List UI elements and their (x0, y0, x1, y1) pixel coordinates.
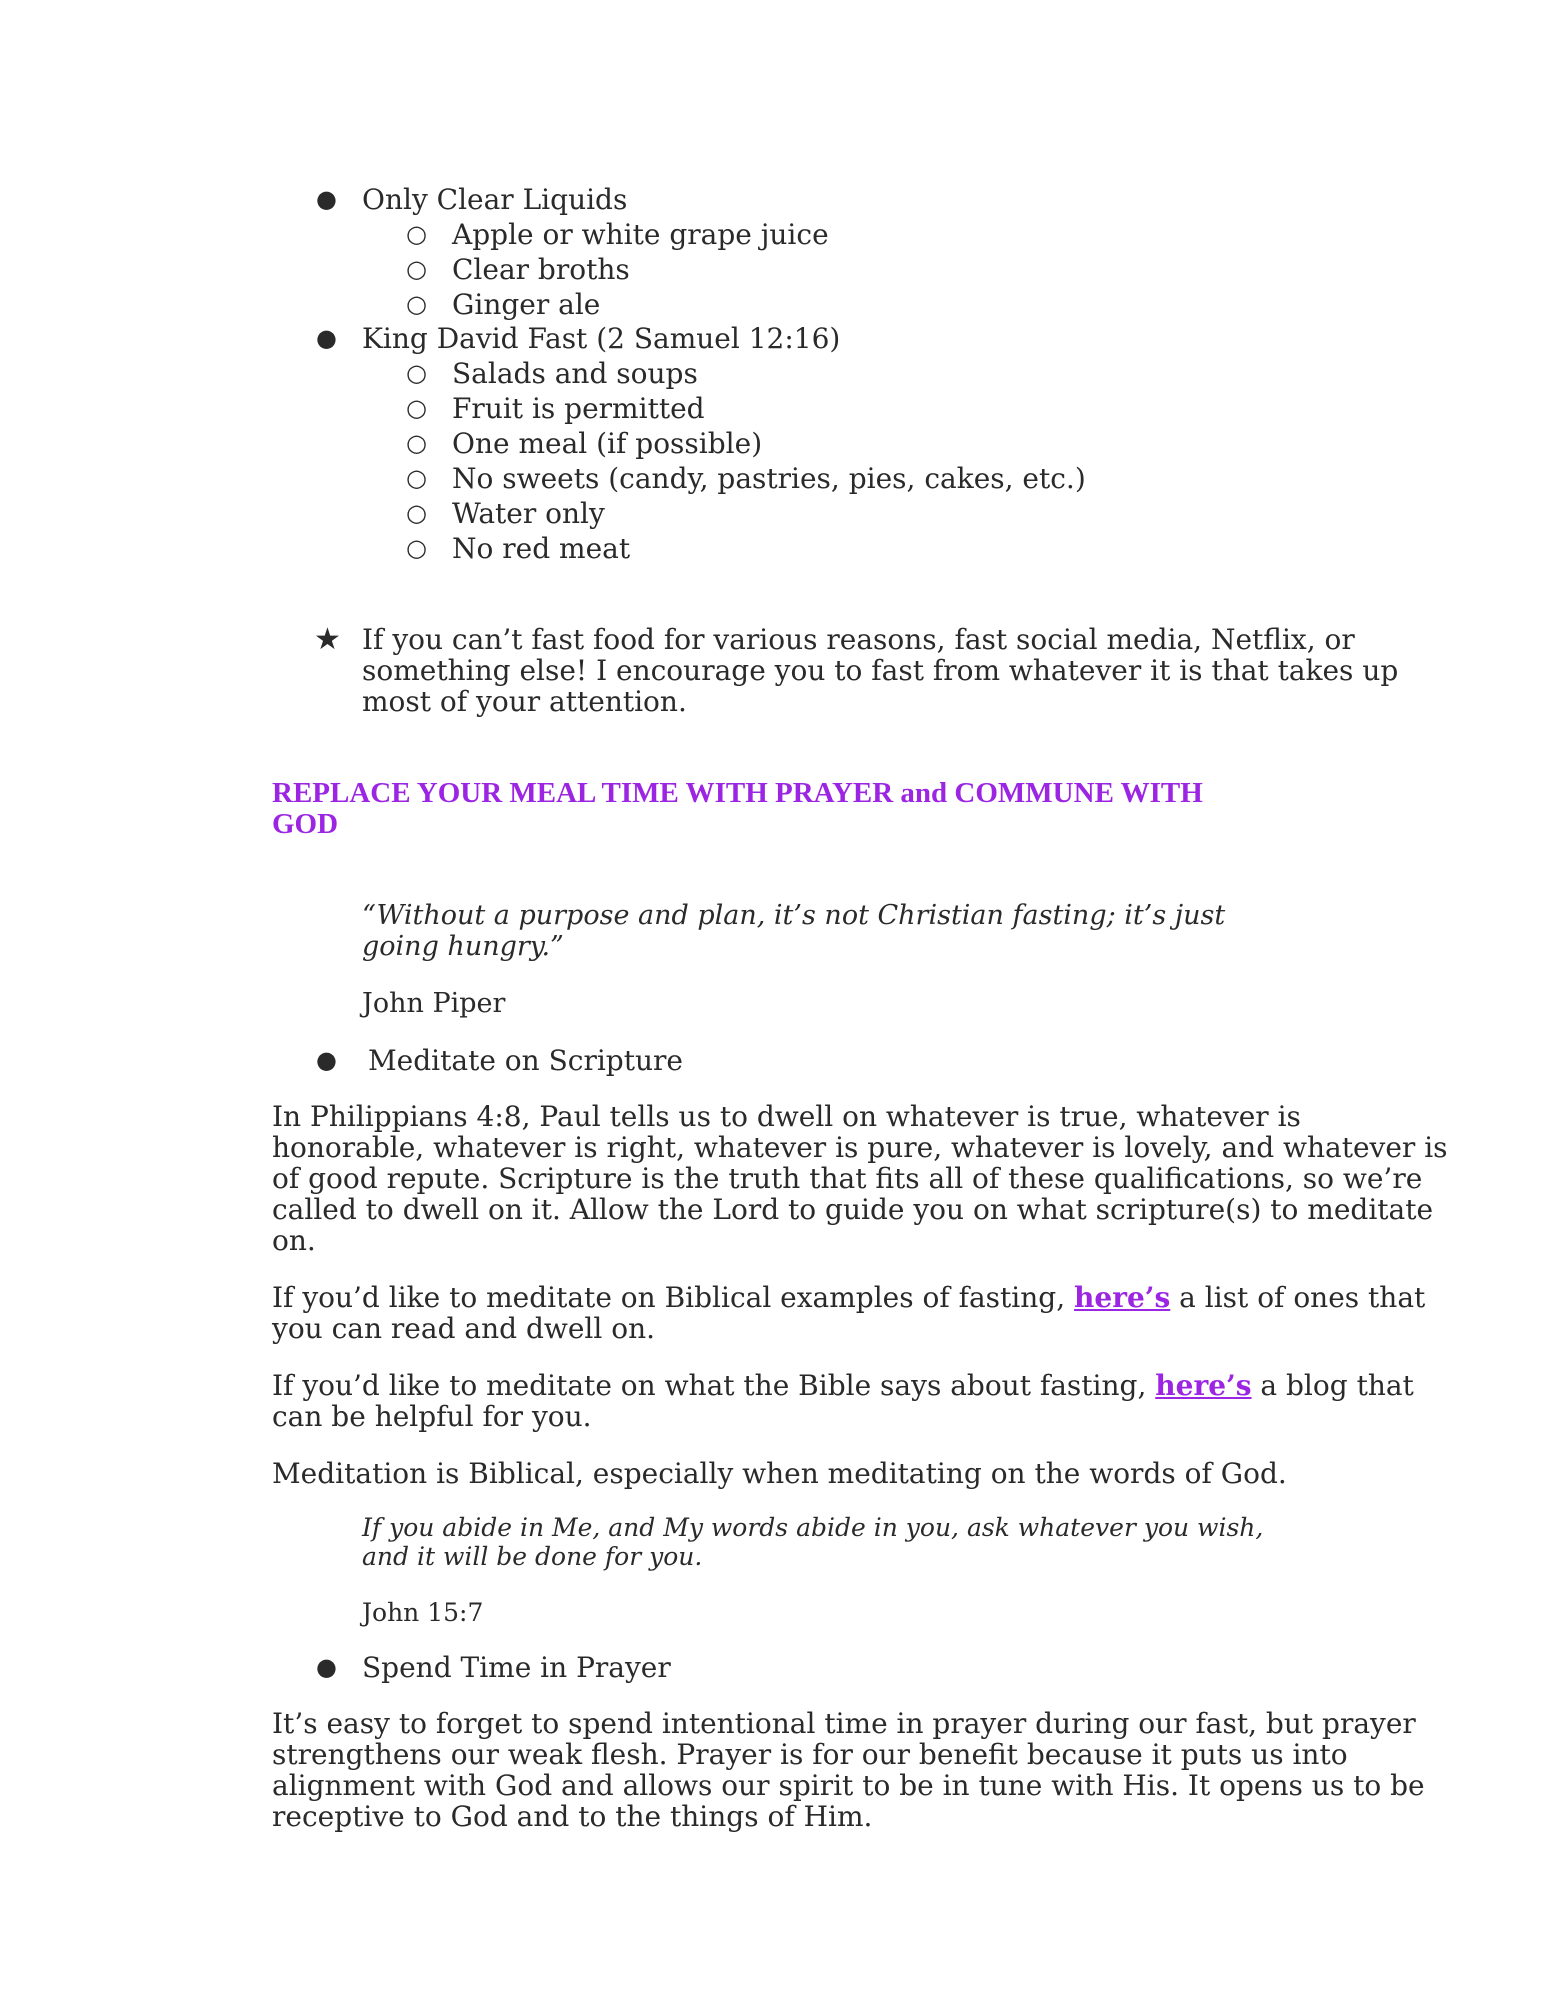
sub-list-item: Fruit is permitted (452, 392, 705, 425)
paragraph-line: If you’d like to meditate on what the Bible says about fasting, here’s a blog that (272, 1369, 1414, 1402)
quote-author: John Piper (362, 988, 506, 1019)
paragraph-line: strengthens our weak flesh. Prayer is for our benefit because it puts us into (272, 1738, 1348, 1771)
section-heading-continued: GOD (272, 808, 339, 840)
star-note-line: If you can’t fast food for various reasons, fast social media, Netflix, or (362, 623, 1355, 656)
paragraph-line: receptive to God and to the things of Him. (272, 1800, 873, 1833)
sub-bullet-icon: ○ (406, 394, 427, 422)
sub-list-item: Salads and soups (452, 357, 698, 390)
sub-list-item: No red meat (452, 532, 631, 565)
fasting-blog-link[interactable]: here’s (1155, 1369, 1252, 1402)
sub-bullet-icon: ○ (406, 359, 427, 387)
quote-line: “Without a purpose and plan, it’s not Christian fasting; it’s just (362, 900, 1226, 931)
scripture-reference: John 15:7 (362, 1598, 484, 1627)
paragraph-line: you can read and dwell on. (272, 1312, 656, 1345)
sub-bullet-icon: ○ (406, 290, 427, 318)
paragraph-line: alignment with God and allows our spirit to be in tune with His. It opens us to be (272, 1769, 1425, 1802)
bullet-icon: ● (316, 185, 337, 213)
list-item-clear-liquids: Only Clear Liquids (362, 183, 628, 216)
paragraph-line: In Philippians 4:8, Paul tells us to dwell on whatever is true, whatever is (272, 1100, 1301, 1133)
paragraph-line: Meditation is Biblical, especially when meditating on the words of God. (272, 1457, 1287, 1490)
sub-bullet-icon: ○ (406, 255, 427, 283)
sub-list-item: Ginger ale (452, 288, 601, 321)
bullet-icon: ● (316, 324, 337, 352)
scripture-quote-line: If you abide in Me, and My words abide in you, ask whatever you wish, (362, 1513, 1264, 1542)
scripture-quote-line: and it will be done for you. (362, 1542, 703, 1571)
sub-list-item: One meal (if possible) (452, 427, 763, 460)
star-icon: ★ (314, 622, 341, 657)
bullet-icon: ● (316, 1046, 337, 1074)
sub-bullet-icon: ○ (406, 464, 427, 492)
sub-list-item: Clear broths (452, 253, 630, 286)
star-note-line: most of your attention. (362, 685, 687, 718)
sub-bullet-icon: ○ (406, 429, 427, 457)
sub-bullet-icon: ○ (406, 499, 427, 527)
section-title-meditate: Meditate on Scripture (368, 1044, 683, 1077)
bullet-icon: ● (316, 1653, 337, 1681)
star-note-line: something else! I encourage you to fast from whatever it is that takes up (362, 654, 1399, 687)
paragraph-line: can be helpful for you. (272, 1400, 592, 1433)
paragraph-line: of good repute. Scripture is the truth that fits all of these qualifications, so we’re (272, 1162, 1423, 1195)
sub-list-item: Apple or white grape juice (452, 218, 829, 251)
paragraph-line: It’s easy to forget to spend intentional time in prayer during our fast, but prayer (272, 1707, 1416, 1740)
sub-bullet-icon: ○ (406, 534, 427, 562)
paragraph-line: If you’d like to meditate on Biblical examples of fasting, here’s a list of ones that (272, 1281, 1426, 1314)
paragraph-line: called to dwell on it. Allow the Lord to guide you on what scripture(s) to meditate (272, 1193, 1434, 1226)
section-heading: REPLACE YOUR MEAL TIME WITH PRAYER and COMMUNE WITH (272, 777, 1203, 809)
list-item-king-david-fast: King David Fast (2 Samuel 12:16) (362, 322, 841, 355)
sub-list-item: No sweets (candy, pastries, pies, cakes, etc.) (452, 462, 1086, 495)
paragraph-line: on. (272, 1224, 316, 1257)
quote-line: going hungry.” (362, 931, 564, 962)
sub-list-item: Water only (452, 497, 605, 530)
section-title-prayer: Spend Time in Prayer (362, 1651, 671, 1684)
biblical-examples-link[interactable]: here’s (1074, 1281, 1171, 1314)
paragraph-line: honorable, whatever is right, whatever is pure, whatever is lovely, and whatever is (272, 1131, 1448, 1164)
sub-bullet-icon: ○ (406, 220, 427, 248)
